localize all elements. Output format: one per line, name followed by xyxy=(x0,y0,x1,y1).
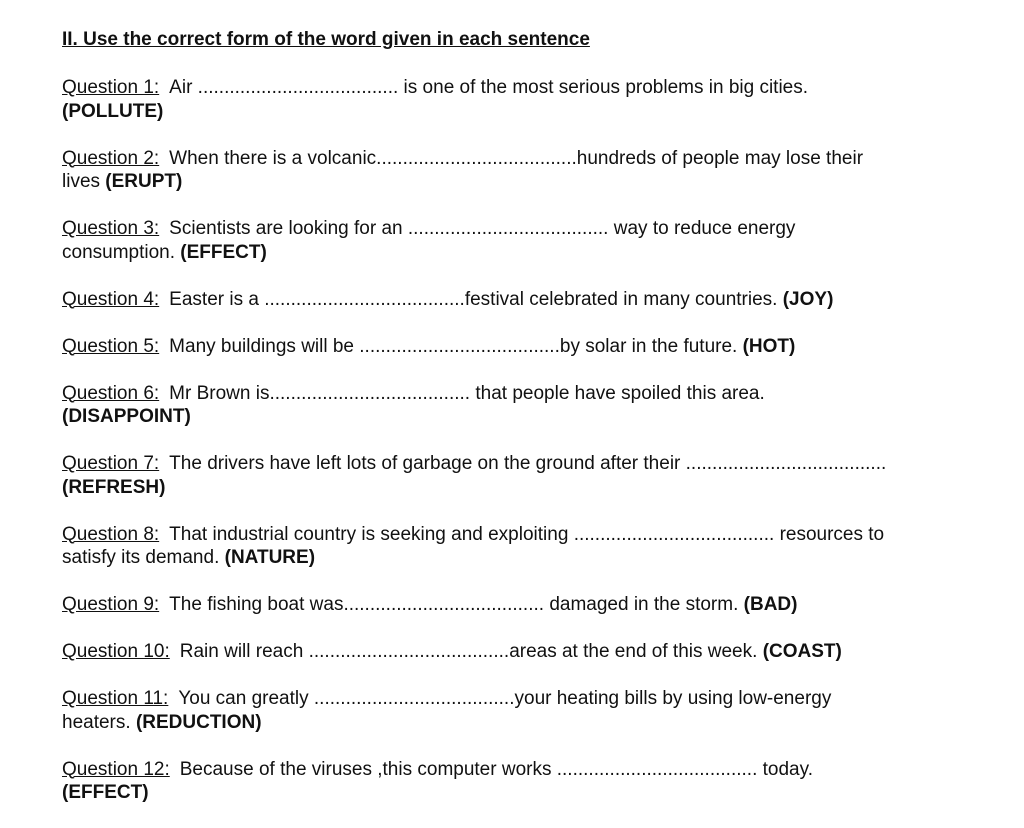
question-text-before: The drivers have left lots of garbage on the ground after their xyxy=(169,453,686,474)
word-hint: (POLLUTE) xyxy=(62,100,164,122)
question-text-after: is one of the most serious problems in big cities. xyxy=(398,77,809,98)
question-text-after: festival celebrated in many countries. xyxy=(464,288,783,310)
question-item xyxy=(62,288,972,312)
question-text-tail: heaters. xyxy=(62,711,136,733)
question-text-before: Many buildings will be xyxy=(169,335,360,357)
question-label: Question 12: xyxy=(62,758,170,780)
question-label: Question 5: xyxy=(62,335,160,357)
question-text-before: Easter is a xyxy=(169,288,265,310)
question-label: Question 7: xyxy=(62,453,160,474)
question-label: Question 8: xyxy=(62,523,160,545)
answer-blank[interactable]: ...................................... xyxy=(313,688,515,709)
answer-blank[interactable]: ...................................... xyxy=(407,218,609,239)
question-label: Question 6: xyxy=(62,382,160,404)
answer-blank[interactable]: ...................................... xyxy=(269,382,471,404)
section-heading: II. Use the correct form of the word given in each sentence xyxy=(62,29,590,50)
question-text-before: You can greatly xyxy=(178,688,314,709)
question-item xyxy=(62,640,972,664)
question-label: Question 2: xyxy=(62,147,160,169)
question-text-after: today. xyxy=(757,758,813,780)
question-item xyxy=(62,687,972,734)
question-label: Question 4: xyxy=(62,288,160,310)
question-text-tail: satisfy its demand. xyxy=(62,547,225,568)
answer-blank[interactable]: ...................................... xyxy=(308,641,510,662)
word-hint: (REFRESH) xyxy=(62,476,166,498)
answer-blank[interactable]: ...................................... xyxy=(573,523,775,545)
question-text-before: When there is a volcanic xyxy=(169,147,377,169)
question-item xyxy=(62,593,972,617)
question-label: Question 10: xyxy=(62,641,170,662)
word-hint: (HOT) xyxy=(742,335,796,357)
question-text-before: That industrial country is seeking and exploiting xyxy=(169,523,574,545)
word-hint: (BAD) xyxy=(743,594,798,615)
question-item xyxy=(62,523,972,570)
question-item xyxy=(62,335,972,359)
question-label: Question 3: xyxy=(62,218,160,239)
question-text-before: The fishing boat was xyxy=(169,594,344,615)
question-text-after: by solar in the future. xyxy=(559,335,743,357)
question-text-before: Mr Brown is xyxy=(169,382,270,404)
question-item xyxy=(62,147,972,194)
word-hint: (COAST) xyxy=(762,641,842,662)
answer-blank[interactable]: ...................................... xyxy=(197,77,399,98)
question-text-after: hundreds of people may lose their xyxy=(576,147,864,169)
answer-blank[interactable]: ...................................... xyxy=(376,147,577,169)
question-text-tail: consumption. xyxy=(62,241,181,263)
question-text-after: that people have spoiled this area. xyxy=(470,382,765,404)
word-hint: (ERUPT) xyxy=(105,171,183,192)
question-text-after: your heating bills by using low-energy xyxy=(514,688,832,709)
word-hint: (JOY) xyxy=(782,288,834,310)
word-hint: (EFFECT) xyxy=(180,241,267,263)
answer-blank[interactable]: ...................................... xyxy=(264,288,465,310)
word-hint: (NATURE) xyxy=(224,547,316,568)
question-list xyxy=(62,76,972,805)
word-hint: (REDUCTION) xyxy=(135,711,262,733)
question-text-after: resources to xyxy=(774,523,885,545)
question-text-after: way to reduce energy xyxy=(608,218,796,239)
worksheet-page xyxy=(62,28,972,828)
question-item xyxy=(62,217,972,264)
question-text-before: Rain will reach xyxy=(179,641,309,662)
question-text-before: Scientists are looking for an xyxy=(169,218,408,239)
question-item xyxy=(62,452,972,499)
word-hint: (DISAPPOINT) xyxy=(62,406,191,427)
answer-blank[interactable]: ...................................... xyxy=(685,453,887,474)
answer-blank[interactable]: ...................................... xyxy=(556,758,758,780)
question-label: Question 1: xyxy=(62,77,160,98)
question-text-before: Because of the viruses ,this computer works xyxy=(179,758,557,780)
question-text-after: damaged in the storm. xyxy=(544,594,744,615)
question-item xyxy=(62,76,972,123)
question-item xyxy=(62,758,972,805)
question-text-tail: lives xyxy=(62,171,106,192)
question-label: Question 9: xyxy=(62,594,160,615)
question-text-before: Air xyxy=(169,77,198,98)
word-hint: (EFFECT) xyxy=(62,782,149,803)
question-text-after: areas at the end of this week. xyxy=(509,641,763,662)
answer-blank[interactable]: ...................................... xyxy=(359,335,560,357)
question-item xyxy=(62,382,972,429)
question-label: Question 11: xyxy=(62,688,169,709)
answer-blank[interactable]: ...................................... xyxy=(343,594,545,615)
